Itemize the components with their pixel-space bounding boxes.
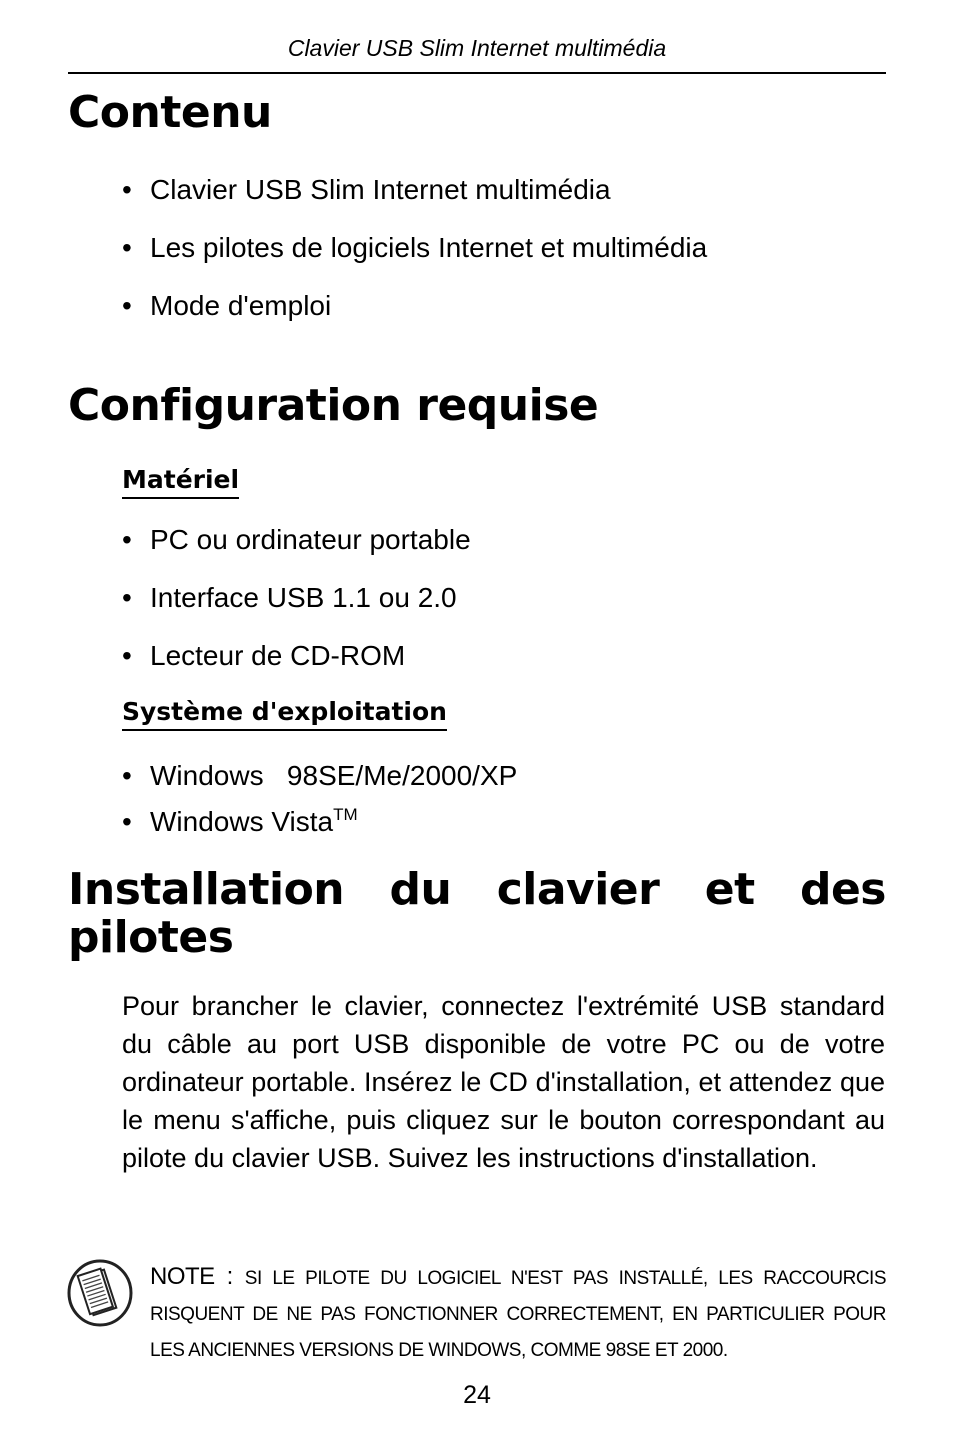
notepad-icon xyxy=(66,1258,134,1328)
bullet-icon: • xyxy=(122,232,132,263)
bullet-icon: • xyxy=(122,582,132,613)
note-label: NOTE : xyxy=(150,1263,233,1290)
bullet-icon: • xyxy=(122,174,132,205)
list-item xyxy=(122,759,882,793)
list-item-text: Les pilotes de logiciels Internet et multimédia xyxy=(150,232,708,263)
bullet-icon: • xyxy=(122,640,132,671)
list-item xyxy=(122,173,882,207)
list-item xyxy=(122,289,882,323)
bullet-icon: • xyxy=(122,760,132,791)
note-text: SI LE PILOTE DU LOGICIEL N'EST PAS INSTALLÉ, LES RACCOURCIS RISQUENT DE NE PAS FONCTIONNER CORRECTEMENT, EN PARTICULIER POUR LES ANCIENNES VERSIONS DE WINDOWS, COMME 98SE ET 2000. xyxy=(150,1268,886,1361)
list-item-text: Clavier USB Slim Internet multimédia xyxy=(150,174,611,205)
list-item-text: Windows Vista xyxy=(150,806,334,837)
list-item xyxy=(122,639,882,673)
section-title-installation: Installation du clavier et des pilotes xyxy=(68,864,886,963)
list-item-text: Interface USB 1.1 ou 2.0 xyxy=(150,582,457,613)
section-title-contents: Contenu xyxy=(68,87,272,138)
running-header: Clavier USB Slim Internet multimédia xyxy=(287,35,667,61)
list-item xyxy=(122,805,882,839)
list-item xyxy=(122,231,882,265)
trademark-mark: TM xyxy=(333,805,358,824)
list-item-text: Windows 98SE/Me/2000/XP xyxy=(150,760,518,791)
list-item-text: Mode d'emploi xyxy=(150,290,332,321)
bullet-icon: • xyxy=(122,806,132,837)
list-item-text: PC ou ordinateur portable xyxy=(150,524,471,555)
list-item xyxy=(122,581,882,615)
subsection-title-os: Système d'exploitation xyxy=(122,697,447,731)
header-rule xyxy=(68,72,886,74)
installation-paragraph: Pour brancher le clavier, connectez l'extrémité USB standard du câble au port USB disponible de votre PC ou de votre ordinateur portable. Insérez le CD d'installation, et attendez que le menu s'affiche, puis cliquez sur le bouton correspondant au pilote du clavier USB. Suivez les instructions d'installation. xyxy=(122,991,885,1173)
bullet-icon: • xyxy=(122,524,132,555)
page-number: 24 xyxy=(463,1381,491,1409)
list-item-text: Lecteur de CD-ROM xyxy=(150,640,406,671)
note-paragraph xyxy=(150,1260,886,1368)
subsection-title-hardware: Matériel xyxy=(122,465,239,499)
section-title-requirements: Configuration requise xyxy=(68,380,599,431)
list-item xyxy=(122,523,882,557)
notepad-icon-graphic xyxy=(66,1258,134,1328)
bullet-icon: • xyxy=(122,290,132,321)
